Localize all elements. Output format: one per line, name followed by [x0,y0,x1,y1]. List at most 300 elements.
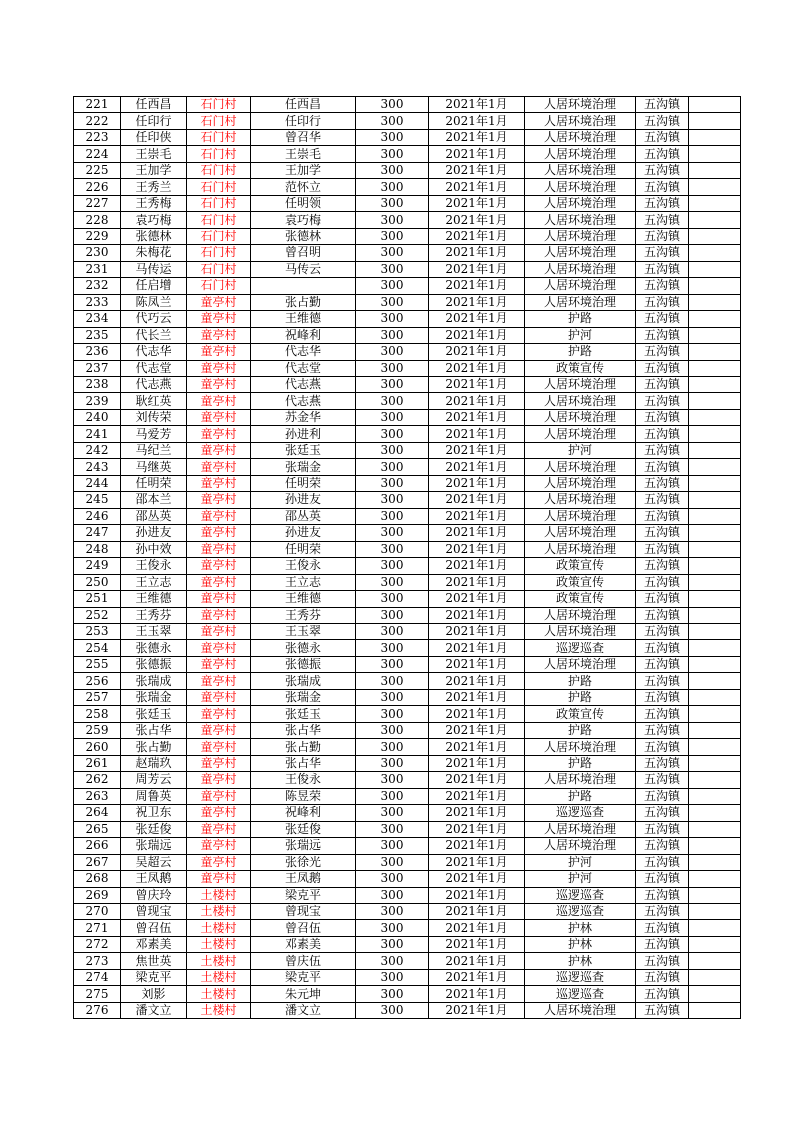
table-row [74,344,741,360]
table-row [74,179,741,195]
index-cell: 253 [74,624,121,640]
village-cell: 石门村 [187,278,251,294]
blank-cell [689,360,741,376]
index-cell: 236 [74,344,121,360]
index-cell: 228 [74,212,121,228]
amount-cell: 300 [356,327,429,343]
amount-cell: 300 [356,591,429,607]
town-cell: 五沟镇 [636,706,689,722]
data-table [73,96,741,1019]
village-cell: 石门村 [187,129,251,145]
village-cell: 童亭村 [187,541,251,557]
blank-cell [689,607,741,623]
name-cell: 孙进友 [121,525,187,541]
town-cell: 五沟镇 [636,936,689,952]
payee-cell: 张瑞成 [251,673,356,689]
payee-cell: 张廷俊 [251,821,356,837]
name-cell: 代长兰 [121,327,187,343]
job-cell: 人居环境治理 [525,278,636,294]
date-cell: 2021年1月 [429,706,525,722]
village-cell: 童亭村 [187,854,251,870]
payee-cell: 曾召明 [251,245,356,261]
job-cell: 人居环境治理 [525,541,636,557]
town-cell: 五沟镇 [636,459,689,475]
job-cell: 人居环境治理 [525,376,636,392]
blank-cell [689,854,741,870]
index-cell: 246 [74,508,121,524]
town-cell: 五沟镇 [636,591,689,607]
index-cell: 231 [74,261,121,277]
blank-cell [689,936,741,952]
payee-cell: 梁克平 [251,887,356,903]
town-cell: 五沟镇 [636,245,689,261]
date-cell: 2021年1月 [429,920,525,936]
blank-cell [689,113,741,129]
amount-cell: 300 [356,162,429,178]
amount-cell: 300 [356,953,429,969]
table-row [74,475,741,491]
village-cell: 童亭村 [187,376,251,392]
blank-cell [689,871,741,887]
payee-cell [251,278,356,294]
date-cell: 2021年1月 [429,903,525,919]
job-cell: 政策宣传 [525,591,636,607]
blank-cell [689,228,741,244]
payee-cell: 邓素美 [251,936,356,952]
town-cell: 五沟镇 [636,97,689,113]
village-cell: 童亭村 [187,624,251,640]
index-cell: 225 [74,162,121,178]
date-cell: 2021年1月 [429,245,525,261]
date-cell: 2021年1月 [429,673,525,689]
table-row [74,508,741,524]
date-cell: 2021年1月 [429,508,525,524]
index-cell: 263 [74,788,121,804]
blank-cell [689,129,741,145]
index-cell: 230 [74,245,121,261]
name-cell: 邵本兰 [121,492,187,508]
table-row [74,574,741,590]
job-cell: 人居环境治理 [525,492,636,508]
job-cell: 人居环境治理 [525,821,636,837]
village-cell: 童亭村 [187,459,251,475]
payee-cell: 张廷玉 [251,706,356,722]
village-cell: 童亭村 [187,821,251,837]
table-row [74,146,741,162]
index-cell: 222 [74,113,121,129]
job-cell: 巡逻巡查 [525,903,636,919]
job-cell: 巡逻巡查 [525,986,636,1002]
name-cell: 赵瑞玖 [121,755,187,771]
amount-cell: 300 [356,459,429,475]
town-cell: 五沟镇 [636,376,689,392]
amount-cell: 300 [356,97,429,113]
index-cell: 274 [74,969,121,985]
payee-cell: 代志燕 [251,376,356,392]
date-cell: 2021年1月 [429,459,525,475]
index-cell: 257 [74,689,121,705]
village-cell: 石门村 [187,179,251,195]
table-row [74,409,741,425]
name-cell: 邓素美 [121,936,187,952]
amount-cell: 300 [356,294,429,310]
name-cell: 马纪兰 [121,442,187,458]
date-cell: 2021年1月 [429,344,525,360]
date-cell: 2021年1月 [429,640,525,656]
blank-cell [689,508,741,524]
payee-cell: 曾召华 [251,129,356,145]
table-row [74,129,741,145]
date-cell: 2021年1月 [429,376,525,392]
village-cell: 石门村 [187,228,251,244]
amount-cell: 300 [356,179,429,195]
town-cell: 五沟镇 [636,821,689,837]
date-cell: 2021年1月 [429,393,525,409]
town-cell: 五沟镇 [636,838,689,854]
blank-cell [689,409,741,425]
blank-cell [689,327,741,343]
job-cell: 护河 [525,871,636,887]
blank-cell [689,624,741,640]
town-cell: 五沟镇 [636,871,689,887]
index-cell: 249 [74,558,121,574]
village-cell: 童亭村 [187,640,251,656]
table-row [74,1002,741,1018]
town-cell: 五沟镇 [636,541,689,557]
payee-cell: 代志堂 [251,360,356,376]
blank-cell [689,344,741,360]
amount-cell: 300 [356,442,429,458]
village-cell: 土楼村 [187,969,251,985]
town-cell: 五沟镇 [636,475,689,491]
date-cell: 2021年1月 [429,146,525,162]
name-cell: 曾现宝 [121,903,187,919]
payee-cell: 张德永 [251,640,356,656]
amount-cell: 300 [356,821,429,837]
name-cell: 王加学 [121,162,187,178]
table-row [74,327,741,343]
amount-cell: 300 [356,475,429,491]
index-cell: 254 [74,640,121,656]
table-row [74,936,741,952]
date-cell: 2021年1月 [429,228,525,244]
amount-cell: 300 [356,607,429,623]
town-cell: 五沟镇 [636,129,689,145]
index-cell: 234 [74,311,121,327]
village-cell: 童亭村 [187,327,251,343]
payee-cell: 任明荣 [251,475,356,491]
table-row [74,195,741,211]
village-cell: 石门村 [187,245,251,261]
job-cell: 政策宣传 [525,360,636,376]
table-row [74,607,741,623]
blank-cell [689,475,741,491]
name-cell: 王立志 [121,574,187,590]
table-row [74,245,741,261]
payee-cell: 王立志 [251,574,356,590]
town-cell: 五沟镇 [636,722,689,738]
job-cell: 护林 [525,936,636,952]
village-cell: 童亭村 [187,360,251,376]
date-cell: 2021年1月 [429,821,525,837]
date-cell: 2021年1月 [429,936,525,952]
name-cell: 王秀梅 [121,195,187,211]
table-row [74,706,741,722]
index-cell: 221 [74,97,121,113]
payee-cell: 祝峰利 [251,327,356,343]
index-cell: 232 [74,278,121,294]
blank-cell [689,311,741,327]
payee-cell: 曾庆伍 [251,953,356,969]
blank-cell [689,722,741,738]
town-cell: 五沟镇 [636,986,689,1002]
date-cell: 2021年1月 [429,722,525,738]
blank-cell [689,656,741,672]
name-cell: 代巧云 [121,311,187,327]
name-cell: 马继英 [121,459,187,475]
date-cell: 2021年1月 [429,327,525,343]
index-cell: 261 [74,755,121,771]
job-cell: 人居环境治理 [525,179,636,195]
village-cell: 童亭村 [187,525,251,541]
index-cell: 248 [74,541,121,557]
amount-cell: 300 [356,986,429,1002]
blank-cell [689,278,741,294]
village-cell: 童亭村 [187,475,251,491]
date-cell: 2021年1月 [429,739,525,755]
amount-cell: 300 [356,574,429,590]
date-cell: 2021年1月 [429,162,525,178]
date-cell: 2021年1月 [429,772,525,788]
payee-cell: 王加学 [251,162,356,178]
table-row [74,953,741,969]
name-cell: 任启增 [121,278,187,294]
payee-cell: 任西昌 [251,97,356,113]
job-cell: 人居环境治理 [525,656,636,672]
job-cell: 政策宣传 [525,574,636,590]
blank-cell [689,525,741,541]
job-cell: 人居环境治理 [525,162,636,178]
job-cell: 人居环境治理 [525,393,636,409]
amount-cell: 300 [356,739,429,755]
blank-cell [689,146,741,162]
job-cell: 护河 [525,327,636,343]
village-cell: 童亭村 [187,788,251,804]
name-cell: 王崇毛 [121,146,187,162]
amount-cell: 300 [356,245,429,261]
job-cell: 巡逻巡查 [525,887,636,903]
amount-cell: 300 [356,656,429,672]
table-row [74,261,741,277]
name-cell: 刘影 [121,986,187,1002]
job-cell: 护路 [525,689,636,705]
name-cell: 马传运 [121,261,187,277]
town-cell: 五沟镇 [636,607,689,623]
payee-cell: 王维德 [251,591,356,607]
payee-cell: 王俊永 [251,772,356,788]
job-cell: 护路 [525,344,636,360]
job-cell: 护河 [525,442,636,458]
job-cell: 护路 [525,755,636,771]
blank-cell [689,739,741,755]
table-row [74,212,741,228]
name-cell: 陈凤兰 [121,294,187,310]
blank-cell [689,179,741,195]
name-cell: 孙中效 [121,541,187,557]
name-cell: 潘文立 [121,1002,187,1018]
index-cell: 224 [74,146,121,162]
date-cell: 2021年1月 [429,624,525,640]
table-row [74,591,741,607]
index-cell: 268 [74,871,121,887]
blank-cell [689,821,741,837]
payee-cell: 范怀立 [251,179,356,195]
amount-cell: 300 [356,360,429,376]
name-cell: 焦世英 [121,953,187,969]
date-cell: 2021年1月 [429,179,525,195]
table-row [74,821,741,837]
date-cell: 2021年1月 [429,986,525,1002]
table-row [74,376,741,392]
village-cell: 童亭村 [187,591,251,607]
amount-cell: 300 [356,788,429,804]
date-cell: 2021年1月 [429,442,525,458]
index-cell: 239 [74,393,121,409]
payee-cell: 潘文立 [251,1002,356,1018]
job-cell: 护路 [525,673,636,689]
amount-cell: 300 [356,673,429,689]
payee-cell: 苏金华 [251,409,356,425]
town-cell: 五沟镇 [636,755,689,771]
table-row [74,854,741,870]
blank-cell [689,673,741,689]
town-cell: 五沟镇 [636,360,689,376]
village-cell: 石门村 [187,195,251,211]
payee-cell: 张德振 [251,656,356,672]
blank-cell [689,245,741,261]
town-cell: 五沟镇 [636,179,689,195]
town-cell: 五沟镇 [636,442,689,458]
index-cell: 223 [74,129,121,145]
table-row [74,228,741,244]
date-cell: 2021年1月 [429,887,525,903]
job-cell: 人居环境治理 [525,261,636,277]
town-cell: 五沟镇 [636,146,689,162]
table-row [74,656,741,672]
index-cell: 262 [74,772,121,788]
index-cell: 252 [74,607,121,623]
table-row [74,805,741,821]
date-cell: 2021年1月 [429,574,525,590]
name-cell: 吴超云 [121,854,187,870]
town-cell: 五沟镇 [636,162,689,178]
name-cell: 周鲁英 [121,788,187,804]
blank-cell [689,426,741,442]
blank-cell [689,755,741,771]
village-cell: 童亭村 [187,393,251,409]
index-cell: 227 [74,195,121,211]
table-row [74,294,741,310]
amount-cell: 300 [356,129,429,145]
table-row [74,772,741,788]
amount-cell: 300 [356,212,429,228]
name-cell: 周芳云 [121,772,187,788]
name-cell: 张廷俊 [121,821,187,837]
blank-cell [689,212,741,228]
table-row [74,97,741,113]
blank-cell [689,887,741,903]
town-cell: 五沟镇 [636,558,689,574]
amount-cell: 300 [356,722,429,738]
index-cell: 266 [74,838,121,854]
table-row [74,871,741,887]
name-cell: 王凤鹅 [121,871,187,887]
blank-cell [689,195,741,211]
blank-cell [689,492,741,508]
town-cell: 五沟镇 [636,854,689,870]
payee-cell: 祝峰利 [251,805,356,821]
job-cell: 人居环境治理 [525,426,636,442]
village-cell: 童亭村 [187,508,251,524]
amount-cell: 300 [356,969,429,985]
table-row [74,541,741,557]
index-cell: 247 [74,525,121,541]
village-cell: 童亭村 [187,772,251,788]
amount-cell: 300 [356,689,429,705]
blank-cell [689,459,741,475]
index-cell: 233 [74,294,121,310]
blank-cell [689,294,741,310]
date-cell: 2021年1月 [429,607,525,623]
blank-cell [689,640,741,656]
table-row [74,278,741,294]
name-cell: 代志燕 [121,376,187,392]
table-row [74,903,741,919]
blank-cell [689,706,741,722]
village-cell: 童亭村 [187,492,251,508]
date-cell: 2021年1月 [429,854,525,870]
table-row [74,624,741,640]
village-cell: 童亭村 [187,294,251,310]
job-cell: 人居环境治理 [525,195,636,211]
payee-cell: 任印行 [251,113,356,129]
name-cell: 张占华 [121,722,187,738]
amount-cell: 300 [356,854,429,870]
payee-cell: 梁克平 [251,969,356,985]
index-cell: 237 [74,360,121,376]
index-cell: 226 [74,179,121,195]
job-cell: 人居环境治理 [525,409,636,425]
index-cell: 276 [74,1002,121,1018]
town-cell: 五沟镇 [636,920,689,936]
job-cell: 人居环境治理 [525,838,636,854]
amount-cell: 300 [356,492,429,508]
table-row [74,459,741,475]
name-cell: 任明荣 [121,475,187,491]
index-cell: 269 [74,887,121,903]
job-cell: 人居环境治理 [525,228,636,244]
town-cell: 五沟镇 [636,393,689,409]
job-cell: 人居环境治理 [525,113,636,129]
date-cell: 2021年1月 [429,969,525,985]
date-cell: 2021年1月 [429,788,525,804]
table-row [74,838,741,854]
town-cell: 五沟镇 [636,212,689,228]
village-cell: 石门村 [187,212,251,228]
town-cell: 五沟镇 [636,624,689,640]
blank-cell [689,953,741,969]
job-cell: 人居环境治理 [525,212,636,228]
